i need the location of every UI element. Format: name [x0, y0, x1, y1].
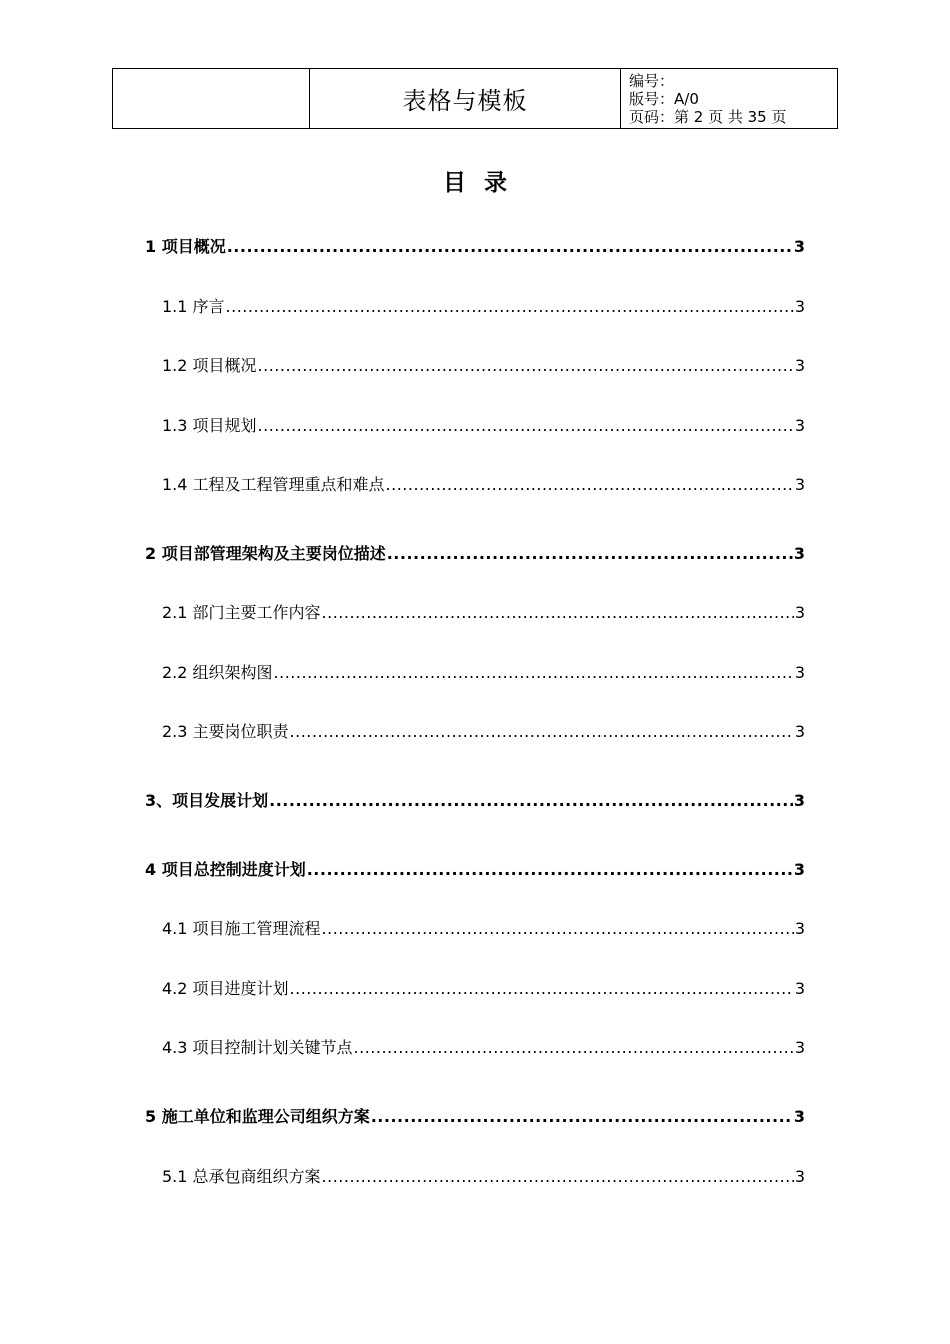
toc-entry-label: 2.2 组织架构图	[162, 663, 273, 682]
toc-entry-page: 3	[794, 1038, 805, 1057]
toc-entry-label: 1.4 工程及工程管理重点和难点	[162, 475, 385, 494]
toc-entry-label: 1.1 序言	[162, 297, 225, 316]
toc-entry-page: 3	[794, 722, 805, 741]
toc-entry-label: 4.1 项目施工管理流程	[162, 919, 321, 938]
toc-entry-label: 5.1 总承包商组织方案	[162, 1167, 321, 1186]
toc-entry[interactable]	[162, 355, 805, 377]
toc-entry-label: 3、项目发展计划	[145, 791, 269, 810]
toc-entry-page: 3	[794, 663, 805, 682]
toc-entry-label: 2.1 部门主要工作内容	[162, 603, 321, 622]
toc-leader-dots	[258, 415, 794, 437]
toc-entry-page: 3	[793, 860, 805, 879]
toc-entry-page: 3	[794, 356, 805, 375]
toc-entry-label: 2.3 主要岗位职责	[162, 722, 289, 741]
toc-leader-dots	[322, 602, 794, 624]
toc-entry-page: 3	[794, 979, 805, 998]
header-meta-cell	[621, 69, 838, 129]
header-table	[112, 68, 838, 129]
header-code: 编号：	[629, 71, 675, 90]
toc-entry[interactable]	[145, 543, 805, 565]
toc-entry-page: 3	[793, 544, 805, 563]
toc-entry[interactable]	[162, 602, 805, 624]
toc-leader-dots	[322, 1166, 794, 1188]
toc-entry[interactable]	[145, 236, 805, 258]
page-title: 目录	[443, 170, 525, 196]
toc-leader-dots	[354, 1037, 794, 1059]
toc-entry[interactable]	[162, 415, 805, 437]
toc-leader-dots	[371, 1106, 793, 1128]
toc-entry[interactable]	[162, 721, 805, 743]
toc-entry-page: 3	[794, 1167, 805, 1186]
toc-entry-label: 1.2 项目概况	[162, 356, 257, 375]
toc-entry[interactable]	[145, 790, 805, 812]
header-version: 版号：A/0	[629, 89, 699, 108]
toc-entry[interactable]	[145, 1106, 805, 1128]
toc-entry-page: 3	[794, 297, 805, 316]
header-page-info: 页码：第 2 页 共 35 页	[629, 107, 787, 126]
header-title: 表格与模板	[310, 69, 621, 129]
toc-entry[interactable]	[162, 1166, 805, 1188]
toc-leader-dots	[274, 662, 794, 684]
toc-entry[interactable]	[162, 978, 805, 1000]
header-logo-cell	[113, 69, 310, 129]
toc-entry-label: 1.3 项目规划	[162, 416, 257, 435]
toc-leader-dots	[290, 978, 794, 1000]
toc-entry[interactable]	[162, 1037, 805, 1059]
toc-entry-page: 3	[793, 237, 805, 256]
toc-entry-page: 3	[793, 1107, 805, 1126]
toc-leader-dots	[258, 355, 794, 377]
toc-entry-label: 2 项目部管理架构及主要岗位描述	[145, 544, 386, 563]
toc-entry-label: 4.3 项目控制计划关键节点	[162, 1038, 353, 1057]
toc-leader-dots	[387, 543, 793, 565]
toc-entry[interactable]	[162, 474, 805, 496]
toc-entry-page: 3	[794, 475, 805, 494]
toc-entry-label: 5 施工单位和监理公司组织方案	[145, 1107, 370, 1126]
toc-entry[interactable]	[162, 662, 805, 684]
toc-leader-dots	[269, 790, 793, 812]
toc-leader-dots	[226, 296, 794, 318]
toc-entry[interactable]	[162, 918, 805, 940]
toc-entry-page: 3	[794, 919, 805, 938]
toc-leader-dots	[227, 236, 793, 258]
toc-entry-page: 3	[794, 416, 805, 435]
toc-leader-dots	[290, 721, 794, 743]
toc-entry[interactable]	[162, 296, 805, 318]
toc-leader-dots	[322, 918, 794, 940]
toc-entry-page: 3	[794, 603, 805, 622]
toc-entry-page: 3	[793, 791, 805, 810]
toc-leader-dots	[307, 859, 793, 881]
toc-entry-label: 1 项目概况	[145, 237, 226, 256]
toc-leader-dots	[386, 474, 794, 496]
toc-entry-label: 4.2 项目进度计划	[162, 979, 289, 998]
toc-entry-label: 4 项目总控制进度计划	[145, 860, 306, 879]
toc-entry[interactable]	[145, 859, 805, 881]
